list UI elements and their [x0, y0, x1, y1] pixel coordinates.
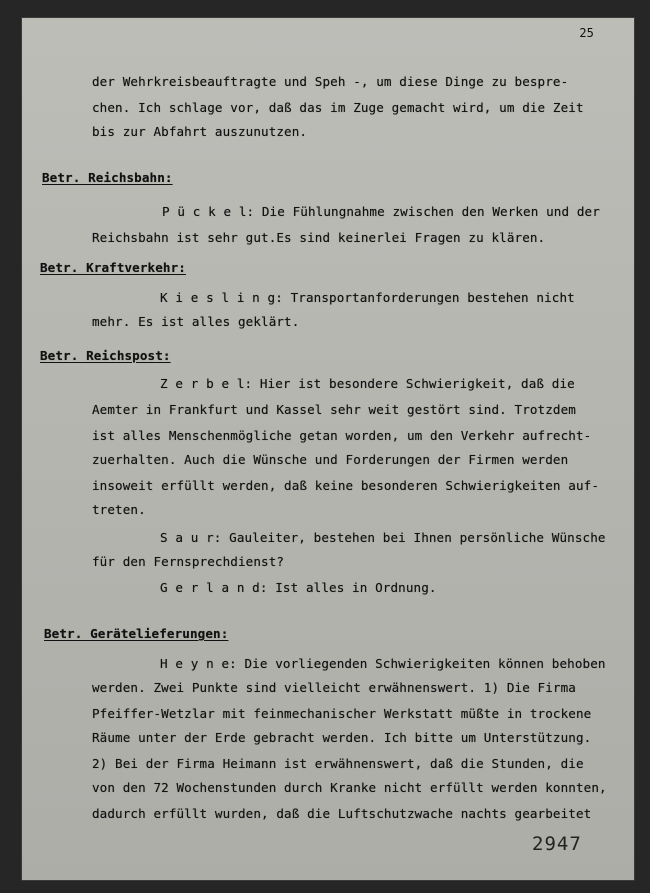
- text-line: insoweit erfüllt werden, daß keine besonderen Schwierigkeiten auf-: [92, 478, 600, 493]
- text-line: mehr. Es ist alles geklärt.: [92, 314, 300, 329]
- text-line: Räume unter der Erde gebracht werden. Ich bitte um Unterstützung.: [92, 730, 592, 745]
- speaker-line: P ü c k e l: Die Fühlungnahme zwischen den Werken und der: [162, 204, 600, 219]
- speaker-line: G e r l a n d: Ist alles in Ordnung.: [160, 580, 437, 595]
- speaker-line: S a u r: Gauleiter, bestehen bei Ihnen persönliche Wünsche: [160, 530, 606, 545]
- text-line: 2) Bei der Firma Heimann ist erwähnenswert, daß die Stunden, die: [92, 756, 584, 771]
- text-line: dadurch erfüllt wurden, daß die Luftschutzwache nachts gearbeitet: [92, 806, 592, 821]
- text-line: Pfeiffer-Wetzlar mit feinmechanischer Werkstatt müßte in trockene: [92, 706, 592, 721]
- page-number: 25: [579, 26, 594, 40]
- text-line: ist alles Menschenmögliche getan worden, um den Verkehr aufrecht-: [92, 428, 592, 443]
- section-heading-kraftverkehr: Betr. Kraftverkehr:: [40, 260, 186, 275]
- section-heading-reichspost: Betr. Reichspost:: [40, 348, 171, 363]
- text-line: bis zur Abfahrt auszunutzen.: [92, 124, 308, 139]
- speaker-line: H e y n e: Die vorliegenden Schwierigkeiten können behoben: [160, 656, 606, 671]
- text-line: werden. Zwei Punkte sind vielleicht erwähnenswert. 1) Die Firma: [92, 680, 576, 695]
- section-heading-reichsbahn: Betr. Reichsbahn:: [42, 170, 173, 185]
- text-line: treten.: [92, 502, 146, 517]
- section-heading-geraetelieferungen: Betr. Gerätelieferungen:: [44, 626, 229, 641]
- text-line: Aemter in Frankfurt und Kassel sehr weit gestört sind. Trotzdem: [92, 402, 576, 417]
- speaker-line: K i e s l i n g: Transportanforderungen bestehen nicht: [160, 290, 575, 305]
- text-line: von den 72 Wochenstunden durch Kranke nicht erfüllt werden konnten,: [92, 780, 607, 795]
- text-line: chen. Ich schlage vor, daß das im Zuge gemacht wird, um die Zeit: [92, 100, 584, 115]
- document-page: [22, 18, 634, 880]
- text-line: Reichsbahn ist sehr gut.Es sind keinerlei Fragen zu klären.: [92, 230, 546, 245]
- text-line: der Wehrkreisbeauftragte und Speh -, um diese Dinge zu bespre-: [92, 74, 569, 89]
- text-line: zuerhalten. Auch die Wünsche und Forderungen der Firmen werden: [92, 452, 569, 467]
- speaker-line: Z e r b e l: Hier ist besondere Schwierigkeit, daß die: [160, 376, 575, 391]
- archive-stamp-number: 2947: [532, 833, 582, 855]
- text-line: für den Fernsprechdienst?: [92, 554, 285, 569]
